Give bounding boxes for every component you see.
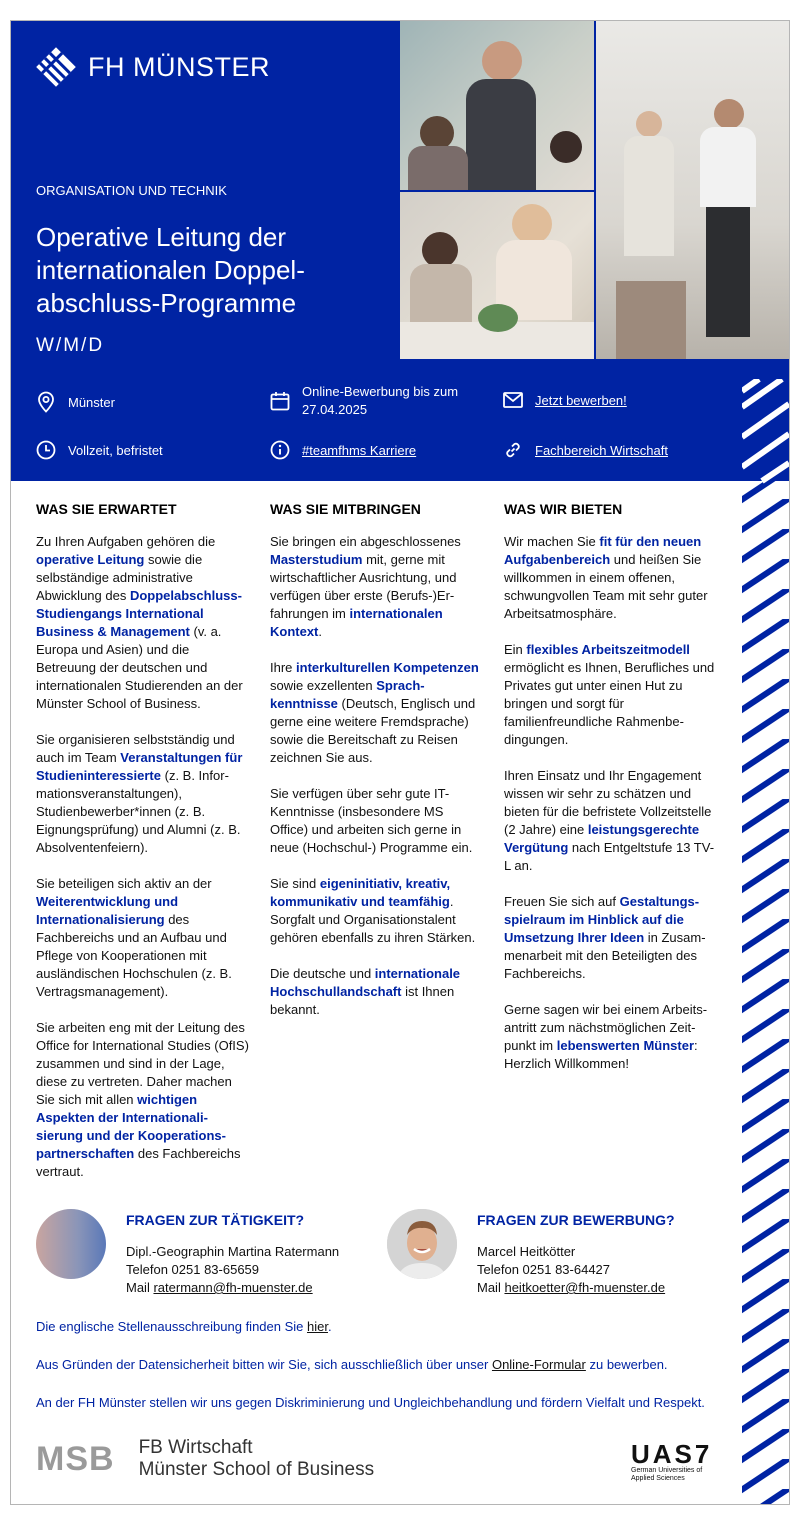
fb-line1: FB Wirtschaft [138, 1437, 253, 1458]
note-english: Die englische Stellenausschreibung finden Sie hier. [36, 1319, 332, 1334]
info-icon [270, 440, 290, 460]
employment-text: Vollzeit, befristet [68, 442, 163, 458]
photo-office [596, 21, 789, 359]
location-pin-icon [36, 391, 56, 413]
job-category: ORGANISATION UND TECHNIK [36, 183, 227, 198]
english-posting-link[interactable]: hier [307, 1319, 328, 1334]
section-body [36, 533, 251, 1181]
section-body [504, 533, 719, 1073]
contact-mail-line: Mail ratermann@fh-muenster.de [126, 1280, 313, 1295]
section-heading: WAS SIE ERWARTET [36, 501, 177, 517]
paragraph: Sie arbeiten eng mit der Leitung des Office for International Studies (OfIS) zusammen und sind in der Lage, diese zu vertreten. Daher machen Sie sich mit allen wichtigen Aspekten der Internationali-sierung und der Kooperations-partnerschaften des Fachbereichs vertraut. [36, 1020, 249, 1179]
calendar-icon [270, 391, 290, 411]
brand-name: FH MÜNSTER [88, 51, 270, 82]
contact-phone: Telefon 0251 83-65659 [126, 1262, 260, 1277]
paragraph: Die deutsche und internationale Hochschullandschaft ist Ihnen bekannt. [270, 966, 461, 1017]
person-portrait-icon [387, 1209, 457, 1279]
decorative-stripes [742, 379, 789, 1504]
uas7-logo: UAS7 German Universities of Applied Sciences [631, 1439, 713, 1482]
contact-name: Dipl.-Geographin Martina Ratermann [126, 1244, 340, 1259]
gender-note: W/M/D [36, 335, 105, 356]
contact-task-details [126, 1243, 376, 1297]
avatar-ratermann [36, 1209, 106, 1279]
photo-meeting [400, 21, 594, 190]
section-body [270, 533, 485, 1019]
paragraph: Sie verfügen über sehr gute IT-Kenntnisse (insbesondere MS Office) und arbeiten sich gerne in neue (Hochschul-) Programme ein. [270, 786, 473, 855]
contact-mail-link[interactable]: heitkoetter@fh-muenster.de [504, 1280, 666, 1295]
paragraph: Zu Ihren Aufgaben gehören die operative Leitung sowie die selbständige administrative Abwicklung des Doppelabschluss-Studiengangs International Business & Management (v. a. Europa und Asien) und die Betreuung der deutschen und internationalen Studierenden an der Münster School of Business. [36, 534, 243, 711]
info-location [36, 391, 115, 413]
uas7-text: UAS7 [631, 1439, 713, 1469]
note-privacy: Aus Gründen der Datensicherheit bitten wir Sie, sich ausschließlich über unser Online-Formular zu bewerben. [36, 1357, 668, 1372]
hero-banner [11, 21, 789, 481]
paragraph: Freuen Sie sich auf Gestaltungs-spielraum im Hinblick auf die Umsetzung Ihrer Ideen in Zusam-menarbeit mit den Beteiligten des Fachbereichs. [504, 894, 706, 981]
info-deadline [270, 383, 472, 419]
photo-students [400, 192, 594, 359]
section-expect [36, 501, 251, 1199]
fb-line2: Münster School of Business [138, 1459, 375, 1480]
photo-collage [400, 21, 789, 359]
paragraph: Sie bringen ein abgeschlossenes Masterstudium mit, gerne mit wirtschaftlicher Ausrichtung, und verfügen über erste (Berufs-)Er-fahrungen im internationalen Kontext. [270, 534, 461, 639]
online-form-link[interactable]: Online-Formular [491, 1357, 586, 1372]
msb-text: MSB [36, 1439, 115, 1478]
info-department [503, 440, 668, 460]
mail-icon [503, 391, 523, 409]
department-link[interactable]: Fachbereich Wirtschaft [535, 442, 668, 458]
info-employment [36, 440, 163, 460]
paragraph: Gerne sagen wir bei einem Arbeits-antritt zum nächstmöglichen Zeit-punkt im lebenswerten Münster: Herzlich Willkommen! [504, 1002, 708, 1071]
fh-logo-icon [36, 47, 76, 87]
avatar-heitkoetter [387, 1209, 457, 1279]
paragraph: Ein flexibles Arbeitszeitmodell ermöglicht es Ihnen, Berufliches und Privates gut unter einen Hut zu bringen und sorgt für familienfreundliche Rahmenbe-dingungen. [504, 642, 715, 747]
paragraph: Sie organisieren selbstständig und auch im Team Veranstaltungen für Studieninteressierte (z. B. Infor-mationsveranstaltungen), Studienbewerber*innen (z. B. Eignungsprüfung) und Alumni (z. B. Absolventenfeiern). [36, 732, 243, 855]
clock-icon [36, 440, 56, 460]
section-offer [504, 501, 719, 1091]
note-diversity: An der FH Münster stellen wir uns gegen Diskriminierung und Ungleichbehandlung und fördern Vielfalt und Respekt. [36, 1395, 705, 1410]
info-career [270, 440, 416, 460]
section-heading: WAS WIR BIETEN [504, 501, 623, 517]
apply-link[interactable]: Jetzt bewerben! [535, 392, 627, 408]
msb-logo [36, 1437, 374, 1481]
paragraph: Ihren Einsatz und Ihr Engagement wissen wir sehr zu schätzen und bieten für die befristete Vollzeitstelle (2 Jahre) eine leistungsgerechte Vergütung nach Entgeltstufe 13 TV-L an. [504, 768, 715, 873]
contact-mail-link[interactable]: ratermann@fh-muenster.de [153, 1280, 313, 1295]
contact-application-details [477, 1243, 727, 1297]
section-bring [270, 501, 485, 1037]
job-posting [10, 20, 790, 1505]
contact-phone: Telefon 0251 83-64427 [477, 1262, 611, 1277]
paragraph: Wir machen Sie fit für den neuen Aufgabenbereich und heißen Sie willkommen in einem offenen, schwungvollen Team mit sehr guter Arbeitsatmosphäre. [504, 534, 708, 621]
paragraph: Sie beteiligen sich aktiv an der Weiterentwicklung und Internationalisierung des Fachbereichs und an Aufbau und Pflege von Kooperationen mit ausländischen Hochschulen (z. B. Vertragsmanagement). [36, 876, 232, 999]
job-title: Operative Leitung der internationalen Doppel-abschluss-Programme [36, 222, 305, 318]
info-apply [503, 391, 627, 409]
link-icon [503, 440, 523, 460]
career-link[interactable]: #teamfhms Karriere [302, 442, 417, 458]
contact-task-heading: FRAGEN ZUR TÄTIGKEIT? [126, 1212, 305, 1228]
section-heading: WAS SIE MITBRINGEN [270, 501, 421, 517]
paragraph: Sie sind eigeninitiativ, kreativ, kommunikativ und teamfähig. Sorgfalt und Organisationstalent gehören ebenfalls zu ihren Stärken. [270, 876, 476, 945]
location-text: Münster [68, 394, 115, 410]
paragraph: Ihre interkulturellen Kompetenzen sowie exzellenten Sprach-kenntnisse (Deutsch, Englisch und gerne eine weitere Fremdsprache) sowie die Bereitschaft zu Reisen zeichnen Sie aus. [270, 660, 479, 765]
deadline-text: Online-Bewerbung bis zum 27.04.2025 [302, 384, 459, 417]
contact-application-heading: FRAGEN ZUR BEWERBUNG? [477, 1212, 675, 1228]
contact-mail-line: Mail heitkoetter@fh-muenster.de [477, 1280, 666, 1295]
contact-name: Marcel Heitkötter [477, 1244, 576, 1259]
fh-logo[interactable] [36, 47, 270, 87]
